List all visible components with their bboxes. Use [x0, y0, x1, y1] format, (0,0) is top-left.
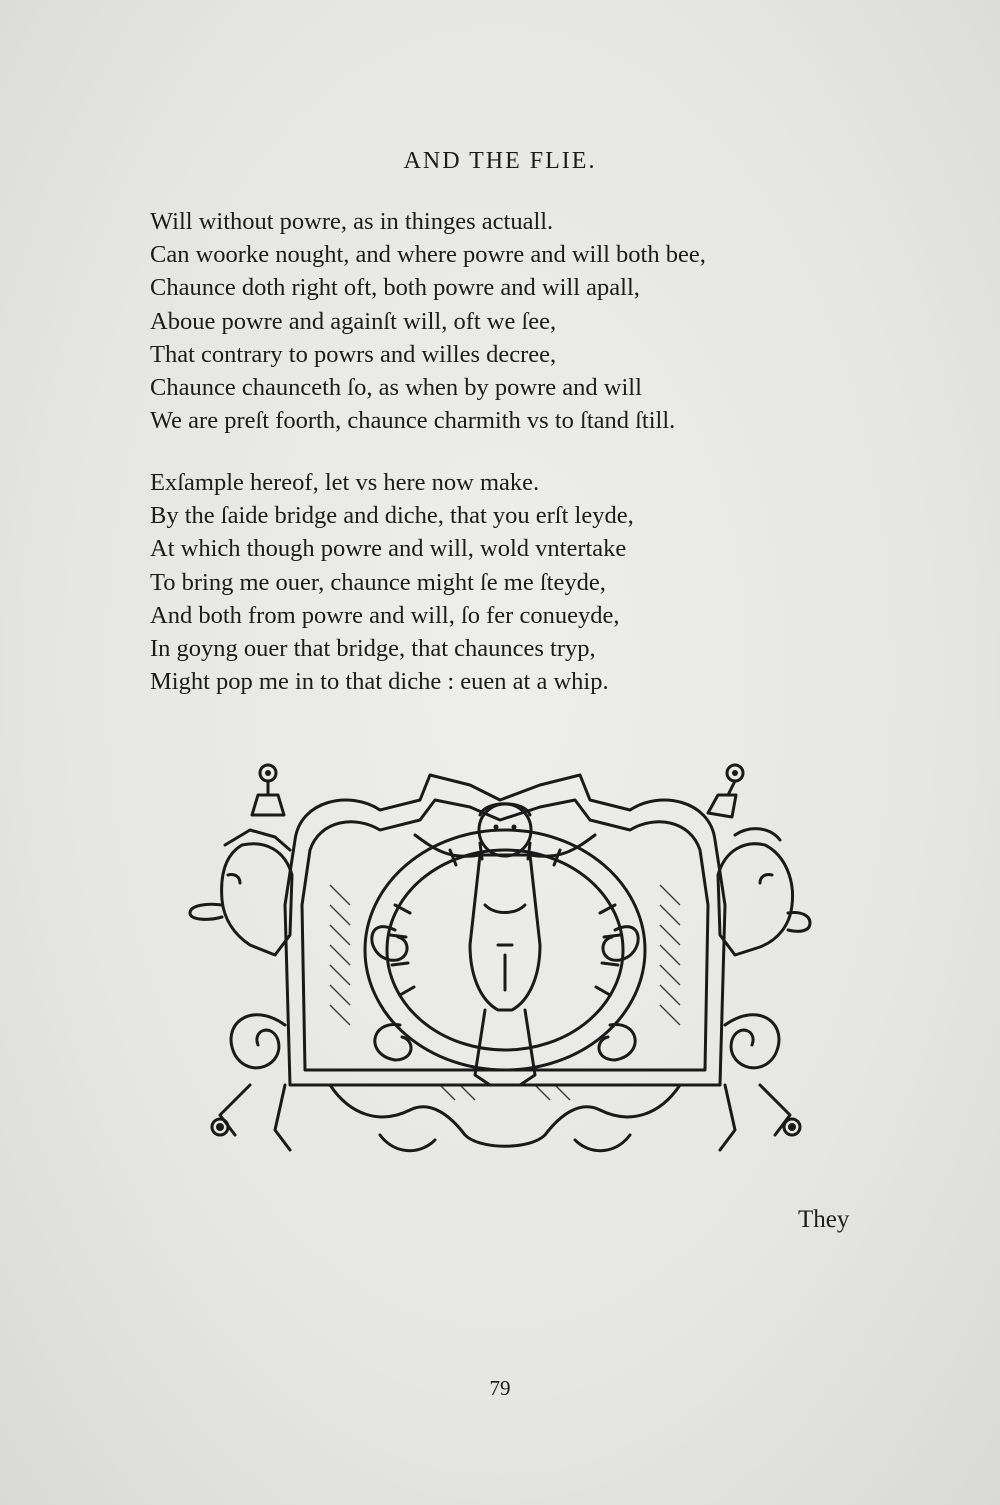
page-number: 79 [489, 1376, 511, 1400]
verse-line: Can woorke nought, and where powre and will both bee, [150, 241, 706, 269]
verse-line: And both from powre and will, ſo fer conueyde, [150, 601, 620, 629]
verse-line: Will without powre, as in thinges actuall. [150, 208, 554, 235]
running-head: AND THE FLIE. [403, 148, 597, 174]
verse-line: By the ſaide bridge and diche, that you erſt leyde, [150, 502, 634, 530]
verse-line: Might pop me in to that diche : euen at a whip. [150, 668, 609, 696]
verse-line: We are preſt foorth, chaunce charmith vs to ſtand ſtill. [150, 407, 676, 435]
verse-line: Aboue powre and againſt will, oft we ſee, [150, 307, 557, 335]
verse-line: In goyng ouer that bridge, that chaunces tryp, [150, 635, 596, 663]
verse-line: That contrary to powrs and willes decree, [150, 340, 557, 368]
woodcut-ornament-icon [180, 755, 830, 1180]
stanza-1 [150, 205, 870, 437]
verse-line: Chaunce doth right oft, both powre and will apall, [150, 274, 640, 302]
catchword: They [798, 1206, 850, 1233]
verse-line: To bring me ouer, chaunce might ſe me ſteyde, [150, 568, 606, 596]
stanza-2 [150, 466, 870, 698]
verse-line: Exſample hereof, let vs here now make. [150, 469, 540, 496]
verse-line: Chaunce chaunceth ſo, as when by powre and will [150, 374, 642, 402]
verse-line: At which though powre and will, wold vntertake [150, 535, 627, 563]
